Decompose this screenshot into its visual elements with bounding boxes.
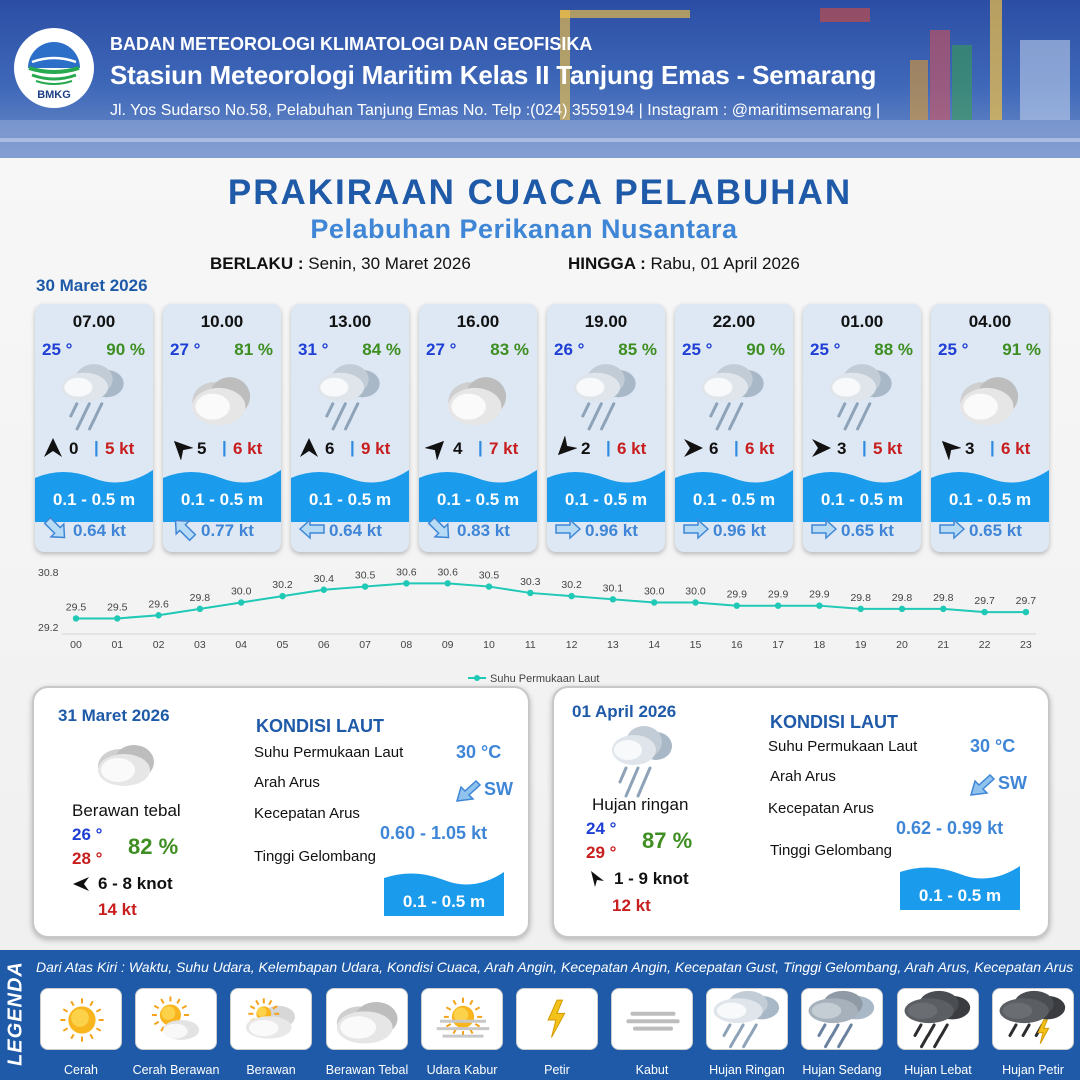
x-tick-label: 01: [111, 639, 124, 651]
sst-data-label: 30.3: [520, 575, 541, 588]
day1-wave-label: Tinggi Gelombang: [254, 848, 377, 865]
cerah-berawan-icon: [136, 989, 218, 1051]
sst-data-point: [445, 580, 451, 586]
card-current-speed: 0.77 kt: [201, 521, 254, 540]
card-wind-speed: 6: [709, 439, 719, 458]
day2-wave-label: Tinggi Gelombang: [770, 842, 893, 859]
legend-item-box: [516, 988, 598, 1050]
legend-item-label: Berawan Tebal: [325, 1063, 409, 1077]
sst-data-label: 29.8: [891, 591, 913, 604]
day2-kondisi-title: KONDISI LAUT: [770, 712, 898, 732]
card-gust: 6 kt: [233, 439, 263, 458]
day2-temp-min: 24 °: [586, 819, 617, 838]
card-humidity: 90 %: [746, 340, 785, 359]
day2-current-dir-label: Arah Arus: [770, 768, 836, 785]
berawan-icon: [231, 989, 313, 1051]
sst-data-label: 30.2: [561, 579, 582, 592]
forecast-card: [419, 304, 537, 552]
sst-data-label: 29.6: [148, 598, 169, 611]
hujan-ringan-icon: [695, 362, 773, 434]
card-temperature: 27 °: [170, 340, 201, 359]
day1-current-speed-value: 0.60 - 1.05 kt: [380, 823, 488, 843]
day1-condition: Berawan tebal: [72, 801, 181, 820]
day2-sst-value: 30 °C: [970, 736, 1016, 756]
sst-data-label: 29.5: [65, 601, 87, 614]
day1-wind: 6 - 8 knot: [98, 874, 173, 893]
y-tick-label: 29.2: [38, 622, 59, 634]
x-tick-label: 15: [689, 639, 702, 651]
card-wave-height: 0.1 - 0.5 m: [692, 490, 776, 509]
forecast-card: [547, 304, 665, 552]
card-humidity: 90 %: [106, 340, 145, 359]
x-tick-label: 18: [813, 639, 826, 651]
sst-data-point: [362, 583, 368, 589]
legend-item-label: Petir: [544, 1063, 570, 1077]
card-time: 01.00: [840, 312, 884, 331]
sst-data-label: 29.9: [726, 588, 748, 601]
legend-item-label: Hujan Petir: [1002, 1063, 1064, 1077]
forecast-card: [35, 304, 153, 552]
legend-item-label: Berawan: [246, 1063, 296, 1077]
sst-series-line: [76, 583, 1026, 618]
berawan-tebal-icon: [951, 362, 1029, 434]
card-time: 04.00: [968, 312, 1012, 331]
station-name: Stasiun Meteorologi Maritim Kelas II Tanjung Emas - Semarang: [110, 60, 877, 90]
sst-data-label: 30.0: [643, 585, 665, 598]
wind-direction-arrow-icon: [809, 436, 833, 460]
valid-to: [568, 254, 800, 274]
berawan-tebal-icon: [183, 362, 261, 434]
legend-item-box: [421, 988, 503, 1050]
sst-data-label: 29.5: [107, 601, 128, 614]
day2-temp-max: 29 °: [586, 843, 617, 862]
current-direction-arrow-icon: [554, 516, 582, 542]
sst-data-point: [899, 606, 905, 612]
legend-item-label: Udara Kabur: [426, 1063, 498, 1077]
forecast-card: [675, 304, 793, 552]
day1-panel: [32, 686, 530, 938]
card-current-speed: 0.65 kt: [841, 521, 894, 540]
card-humidity: 91 %: [1002, 340, 1041, 359]
card-current-speed: 0.96 kt: [713, 521, 766, 540]
sst-data-point: [527, 590, 533, 596]
x-tick-label: 14: [648, 639, 661, 651]
legend-item-box: [326, 988, 408, 1050]
card-gust: 7 kt: [489, 439, 519, 458]
card-wave-height: 0.1 - 0.5 m: [180, 490, 264, 509]
day1-date: 31 Maret 2026: [58, 706, 170, 725]
header: [0, 0, 1080, 158]
forecast-card: [803, 304, 921, 552]
x-tick-label: 03: [194, 639, 206, 651]
sst-data-label: 30.0: [230, 585, 252, 598]
sst-data-label: 30.2: [272, 579, 293, 592]
x-tick-label: 12: [565, 639, 578, 651]
wind-direction-arrow-icon: [169, 436, 193, 460]
card-time: 13.00: [328, 312, 372, 331]
sst-data-label: 29.7: [1015, 595, 1037, 608]
page-title: PRAKIRAAN CUACA PELABUHAN: [227, 173, 853, 212]
y-tick-label: 30.8: [38, 567, 59, 579]
day2-date: 01 April 2026: [572, 702, 677, 721]
sst-data-label: 29.9: [767, 588, 789, 601]
sst-data-point: [858, 606, 864, 612]
card-time: 10.00: [200, 312, 244, 331]
day2-gust: 12 kt: [612, 896, 651, 915]
x-tick-label: 17: [772, 639, 784, 651]
sst-data-point: [568, 593, 574, 599]
card-temperature: 26 °: [554, 340, 585, 359]
day2-humidity: 87 %: [642, 828, 693, 853]
hujan-lebat-icon: [898, 989, 980, 1051]
cerah-icon: [41, 989, 123, 1051]
wind-direction-arrow-icon: [937, 436, 961, 460]
sst-data-point: [114, 615, 120, 621]
hujan-ringan-icon: [823, 362, 901, 434]
day1-current-speed-label: Kecepatan Arus: [254, 805, 360, 822]
day1-kondisi-title: KONDISI LAUT: [256, 716, 384, 736]
current-direction-arrow-icon: [454, 778, 482, 804]
berawan-tebal-icon: [439, 362, 517, 434]
card-current-speed: 0.96 kt: [585, 521, 638, 540]
sst-data-point: [197, 606, 203, 612]
legend-item-label: Cerah Berawan: [132, 1063, 220, 1077]
sst-data-label: 29.9: [809, 588, 830, 601]
wind-direction-arrow-icon: [425, 436, 449, 460]
current-direction-arrow-icon: [298, 516, 326, 542]
card-time: 22.00: [712, 312, 756, 331]
sst-data-label: 30.5: [354, 569, 376, 582]
x-tick-label: 11: [524, 639, 536, 651]
legend-item-label: Hujan Ringan: [709, 1063, 785, 1077]
card-time: 19.00: [584, 312, 628, 331]
sst-data-point: [73, 615, 79, 621]
legend-item-label: Cerah: [63, 1063, 99, 1077]
hujan-ringan-icon: [55, 362, 133, 434]
forecast-card: [291, 304, 409, 552]
legend-description: Dari Atas Kiri : Waktu, Suhu Udara, Kelembapan Udara, Kondisi Cuaca, Arah Angin, Kecepatan Angin, Kecepatan Gust, Tinggi Gelombang, Arah Arus, Kecepatan Arus: [36, 959, 1074, 975]
sst-data-point: [816, 602, 822, 608]
sst-data-point: [981, 609, 987, 615]
station-address: Jl. Yos Sudarso No.58, Pelabuhan Tanjung Emas No. Telp :(024) 3559194 | Instagram : @maritimsemarang |: [110, 102, 881, 119]
valid-to-label: HINGGA :: [568, 254, 646, 273]
day2-current-speed-value: 0.62 - 0.99 kt: [896, 818, 1004, 838]
sst-data-point: [651, 599, 657, 605]
udara-kabur-icon: [422, 989, 504, 1051]
legend-item-box: [135, 988, 217, 1050]
card-gust: 6 kt: [1001, 439, 1031, 458]
legend-item-box: [40, 988, 122, 1050]
legend-item-box: [706, 988, 788, 1050]
org-name: BADAN METEOROLOGI KLIMATOLOGI DAN GEOFISIKA: [110, 34, 593, 54]
hujan-sedang-icon: [802, 989, 884, 1051]
card-separator: |: [862, 438, 867, 457]
x-tick-label: 22: [978, 639, 991, 651]
day1-temp-min: 26 °: [72, 825, 103, 844]
card-temperature: 25 °: [938, 340, 969, 359]
sst-data-label: 30.4: [313, 572, 335, 585]
card-humidity: 83 %: [490, 340, 529, 359]
day2-current-speed-label: Kecepatan Arus: [768, 800, 874, 817]
sst-chart: [0, 562, 1080, 692]
hujan-ringan-icon: [606, 724, 678, 800]
x-tick-label: 09: [441, 639, 454, 651]
current-direction-arrow-icon: [968, 772, 996, 798]
card-wind-speed: 3: [837, 439, 847, 458]
sst-data-label: 30.6: [437, 566, 458, 579]
forecast-date: 30 Maret 2026: [36, 276, 148, 295]
card-gust: 6 kt: [617, 439, 647, 458]
legend-item-box: [230, 988, 312, 1050]
sst-data-point: [321, 587, 327, 593]
card-time: 16.00: [456, 312, 500, 331]
x-tick-label: 20: [896, 639, 908, 651]
card-wind-speed: 6: [325, 439, 335, 458]
wind-direction-arrow-icon: [586, 868, 608, 890]
hujan-ringan-icon: [567, 362, 645, 434]
x-tick-label: 02: [152, 639, 165, 651]
current-direction-arrow-icon: [426, 516, 454, 542]
wind-direction-arrow-icon: [297, 436, 321, 460]
card-wave-height: 0.1 - 0.5 m: [948, 490, 1032, 509]
card-separator: |: [94, 438, 99, 457]
hujan-ringan-icon: [311, 362, 389, 434]
sst-data-point: [155, 612, 161, 618]
logo-text: BMKG: [37, 89, 71, 101]
day1-temp-max: 28 °: [72, 849, 103, 868]
valid-from: [210, 254, 471, 274]
card-wave-height: 0.1 - 0.5 m: [308, 490, 392, 509]
valid-from-label: BERLAKU :: [210, 254, 304, 273]
kabut-icon: [612, 989, 694, 1051]
sst-data-point: [486, 583, 492, 589]
card-gust: 5 kt: [105, 439, 135, 458]
x-tick-label: 21: [937, 639, 950, 651]
petir-icon: [517, 989, 599, 1051]
day1-wave-value: 0.1 - 0.5 m: [402, 892, 486, 911]
card-separator: |: [350, 438, 355, 457]
legend-item-box: [992, 988, 1074, 1050]
card-wind-speed: 3: [965, 439, 975, 458]
hujan-petir-icon: [993, 989, 1075, 1051]
card-humidity: 84 %: [362, 340, 401, 359]
day2-wind: 1 - 9 knot: [614, 869, 689, 888]
day2-wave-value: 0.1 - 0.5 m: [918, 886, 1002, 905]
day2-sst-label: Suhu Permukaan Laut: [768, 738, 918, 755]
card-humidity: 81 %: [234, 340, 273, 359]
card-current-speed: 0.65 kt: [969, 521, 1022, 540]
legend-item-box: [897, 988, 979, 1050]
berawan-tebal-icon: [92, 736, 162, 790]
sst-data-label: 30.0: [685, 585, 706, 598]
legend-item-label: Kabut: [635, 1063, 669, 1077]
card-wave-height: 0.1 - 0.5 m: [564, 490, 648, 509]
x-tick-label: 04: [235, 639, 248, 651]
legend-vertical-title: [0, 950, 32, 1080]
card-wave-height: 0.1 - 0.5 m: [820, 490, 904, 509]
x-tick-label: 23: [1020, 639, 1032, 651]
main-content: [0, 158, 1080, 950]
x-tick-label: 06: [317, 639, 330, 651]
card-wind-speed: 4: [453, 439, 463, 458]
valid-to-value: Rabu, 01 April 2026: [650, 254, 800, 273]
sst-data-label: 30.6: [396, 566, 417, 579]
x-tick-label: 13: [607, 639, 619, 651]
card-separator: |: [734, 438, 739, 457]
legend-item-label: Hujan Lebat: [904, 1063, 972, 1077]
day1-current-dir-value: SW: [484, 779, 513, 799]
sst-data-point: [610, 596, 616, 602]
card-time: 07.00: [72, 312, 116, 331]
card-current-speed: 0.64 kt: [329, 521, 382, 540]
day2-condition: Hujan ringan: [592, 795, 689, 814]
legend-item-box: [611, 988, 693, 1050]
current-direction-arrow-icon: [42, 516, 70, 542]
day2-panel: [552, 686, 1050, 938]
day1-sst-value: 30 °C: [456, 742, 502, 762]
card-humidity: 85 %: [618, 340, 657, 359]
legend-item-box: [801, 988, 883, 1050]
sst-data-label: 29.8: [189, 591, 211, 604]
sst-data-label: 30.5: [478, 569, 500, 582]
card-current-speed: 0.83 kt: [457, 521, 510, 540]
sst-data-point: [238, 599, 244, 605]
current-direction-arrow-icon: [810, 516, 838, 542]
bmkg-logo: [14, 28, 94, 108]
card-current-speed: 0.64 kt: [73, 521, 126, 540]
berawan-tebal-icon: [327, 989, 409, 1051]
sst-chart-svg: [0, 562, 1080, 692]
card-humidity: 88 %: [874, 340, 913, 359]
wind-direction-arrow-icon: [70, 873, 92, 895]
day1-current-dir-label: Arah Arus: [254, 774, 320, 791]
legend-title-text: LEGENDA: [4, 961, 27, 1066]
card-wind-speed: 0: [69, 439, 79, 458]
day1-sst-label: Suhu Permukaan Laut: [254, 744, 404, 761]
card-temperature: 31 °: [298, 340, 329, 359]
card-gust: 9 kt: [361, 439, 391, 458]
x-tick-label: 16: [730, 639, 743, 651]
card-wave-height: 0.1 - 0.5 m: [52, 490, 136, 509]
page-subtitle: Pelabuhan Perikanan Nusantara: [310, 214, 738, 244]
current-direction-arrow-icon: [170, 516, 198, 542]
forecast-card: [931, 304, 1049, 552]
card-wind-speed: 5: [197, 439, 207, 458]
legend-marker: [474, 675, 480, 681]
card-separator: |: [478, 438, 483, 457]
sst-data-label: 29.8: [850, 591, 871, 604]
wind-direction-arrow-icon: [553, 436, 577, 460]
card-gust: 5 kt: [873, 439, 903, 458]
card-temperature: 27 °: [426, 340, 457, 359]
x-tick-label: 05: [276, 639, 289, 651]
valid-from-value: Senin, 30 Maret 2026: [308, 254, 471, 273]
card-temperature: 25 °: [42, 340, 73, 359]
wind-direction-arrow-icon: [41, 436, 65, 460]
card-separator: |: [606, 438, 611, 457]
card-gust: 6 kt: [745, 439, 775, 458]
sst-data-label: 29.7: [974, 595, 995, 608]
card-wave-height: 0.1 - 0.5 m: [436, 490, 520, 509]
x-tick-label: 08: [400, 639, 413, 651]
current-direction-arrow-icon: [682, 516, 710, 542]
sst-data-label: 29.8: [933, 591, 954, 604]
sst-data-point: [279, 593, 285, 599]
sst-data-point: [692, 599, 698, 605]
sst-data-point: [940, 606, 946, 612]
sst-data-label: 30.1: [602, 582, 624, 595]
current-direction-arrow-icon: [938, 516, 966, 542]
sst-data-point: [734, 602, 740, 608]
wind-direction-arrow-icon: [681, 436, 705, 460]
card-separator: |: [990, 438, 995, 457]
x-tick-label: 10: [483, 639, 495, 651]
forecast-card: [163, 304, 281, 552]
hujan-ringan-icon: [707, 989, 789, 1051]
x-tick-label: 19: [854, 639, 867, 651]
sst-data-point: [403, 580, 409, 586]
legend-label: Suhu Permukaan Laut: [490, 673, 600, 685]
card-wind-speed: 2: [581, 439, 591, 458]
legend-item-label: Hujan Sedang: [802, 1063, 882, 1077]
sst-data-point: [775, 602, 781, 608]
card-temperature: 25 °: [682, 340, 713, 359]
x-tick-label: 00: [70, 639, 82, 651]
legend: [0, 950, 1080, 1080]
card-separator: |: [222, 438, 227, 457]
day2-current-dir-value: SW: [998, 773, 1027, 793]
x-tick-label: 07: [359, 639, 371, 651]
day1-humidity: 82 %: [128, 834, 179, 859]
sst-data-point: [1023, 609, 1029, 615]
card-temperature: 25 °: [810, 340, 841, 359]
day1-gust: 14 kt: [98, 900, 137, 919]
